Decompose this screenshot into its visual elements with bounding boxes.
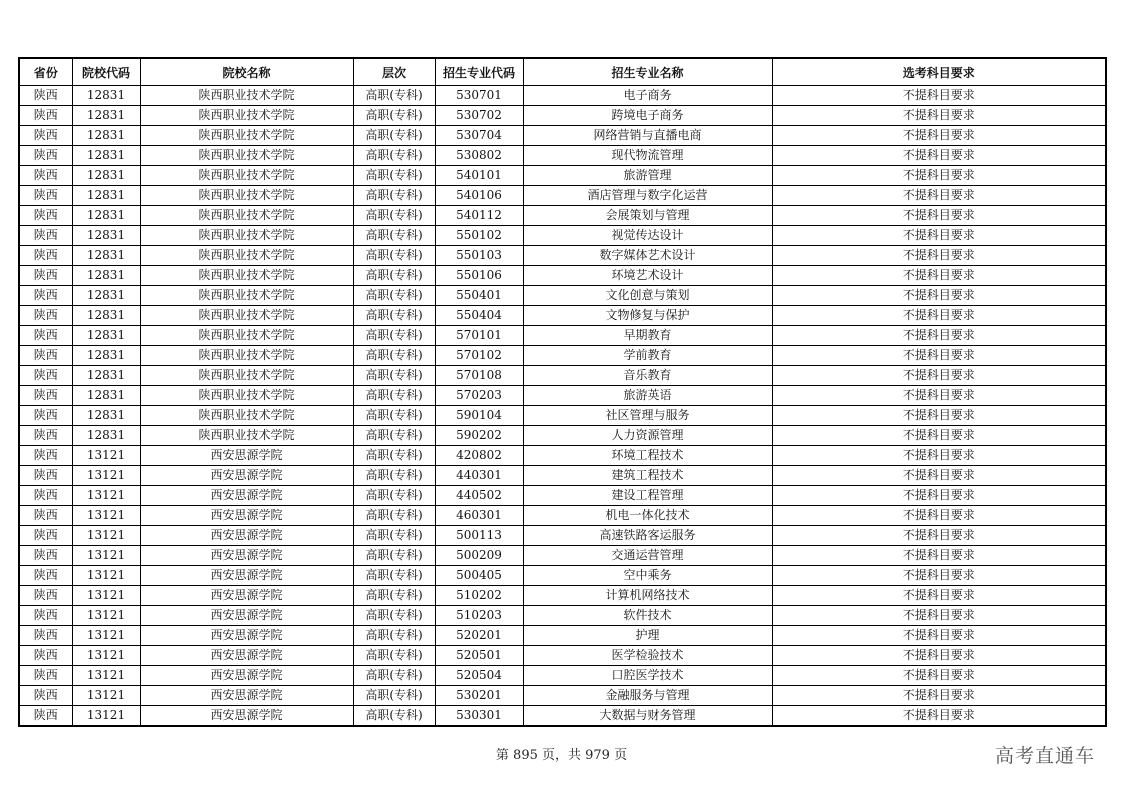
cell-province: 陕西 bbox=[19, 306, 72, 326]
table-row bbox=[19, 446, 1106, 466]
table-row bbox=[19, 566, 1106, 586]
cell-level: 高职(专科) bbox=[353, 446, 435, 466]
cell-province: 陕西 bbox=[19, 406, 72, 426]
cell-school-name: 西安思源学院 bbox=[140, 486, 353, 506]
cell-province: 陕西 bbox=[19, 226, 72, 246]
cell-level: 高职(专科) bbox=[353, 626, 435, 646]
table-row bbox=[19, 126, 1106, 146]
cell-major-code: 550404 bbox=[435, 306, 523, 326]
cell-subject-requirement: 不提科目要求 bbox=[772, 406, 1106, 426]
cell-major-name: 音乐教育 bbox=[523, 366, 772, 386]
cell-province: 陕西 bbox=[19, 666, 72, 686]
table-row bbox=[19, 326, 1106, 346]
cell-major-code: 460301 bbox=[435, 506, 523, 526]
cell-subject-requirement: 不提科目要求 bbox=[772, 706, 1106, 727]
cell-school-code: 12831 bbox=[72, 226, 140, 246]
table-row bbox=[19, 146, 1106, 166]
cell-subject-requirement: 不提科目要求 bbox=[772, 106, 1106, 126]
cell-subject-requirement: 不提科目要求 bbox=[772, 306, 1106, 326]
cell-major-code: 500209 bbox=[435, 546, 523, 566]
cell-province: 陕西 bbox=[19, 446, 72, 466]
cell-major-code: 440301 bbox=[435, 466, 523, 486]
cell-subject-requirement: 不提科目要求 bbox=[772, 206, 1106, 226]
cell-school-code: 13121 bbox=[72, 466, 140, 486]
cell-school-name: 陕西职业技术学院 bbox=[140, 406, 353, 426]
table-row bbox=[19, 626, 1106, 646]
cell-subject-requirement: 不提科目要求 bbox=[772, 586, 1106, 606]
cell-level: 高职(专科) bbox=[353, 126, 435, 146]
cell-level: 高职(专科) bbox=[353, 206, 435, 226]
cell-level: 高职(专科) bbox=[353, 106, 435, 126]
cell-province: 陕西 bbox=[19, 86, 72, 106]
cell-province: 陕西 bbox=[19, 426, 72, 446]
cell-school-name: 陕西职业技术学院 bbox=[140, 246, 353, 266]
table-row bbox=[19, 266, 1106, 286]
cell-province: 陕西 bbox=[19, 246, 72, 266]
table-row bbox=[19, 506, 1106, 526]
cell-school-name: 陕西职业技术学院 bbox=[140, 326, 353, 346]
cell-level: 高职(专科) bbox=[353, 686, 435, 706]
cell-major-name: 数字媒体艺术设计 bbox=[523, 246, 772, 266]
cell-major-name: 软件技术 bbox=[523, 606, 772, 626]
cell-school-code: 13121 bbox=[72, 626, 140, 646]
cell-major-code: 550106 bbox=[435, 266, 523, 286]
table-row bbox=[19, 486, 1106, 506]
cell-school-code: 12831 bbox=[72, 106, 140, 126]
cell-major-code: 570101 bbox=[435, 326, 523, 346]
cell-major-name: 酒店管理与数字化运营 bbox=[523, 186, 772, 206]
table-body bbox=[19, 86, 1106, 727]
cell-major-code: 530702 bbox=[435, 106, 523, 126]
table-row bbox=[19, 166, 1106, 186]
cell-subject-requirement: 不提科目要求 bbox=[772, 446, 1106, 466]
table-header-row bbox=[19, 58, 1106, 86]
cell-subject-requirement: 不提科目要求 bbox=[772, 546, 1106, 566]
table-row bbox=[19, 706, 1106, 727]
cell-school-name: 西安思源学院 bbox=[140, 646, 353, 666]
cell-major-name: 人力资源管理 bbox=[523, 426, 772, 446]
cell-school-name: 西安思源学院 bbox=[140, 446, 353, 466]
cell-school-code: 13121 bbox=[72, 586, 140, 606]
cell-level: 高职(专科) bbox=[353, 606, 435, 626]
cell-school-code: 13121 bbox=[72, 546, 140, 566]
cell-major-code: 570203 bbox=[435, 386, 523, 406]
cell-major-name: 环境艺术设计 bbox=[523, 266, 772, 286]
cell-major-name: 建筑工程技术 bbox=[523, 466, 772, 486]
cell-level: 高职(专科) bbox=[353, 186, 435, 206]
cell-school-code: 12831 bbox=[72, 326, 140, 346]
cell-school-code: 12831 bbox=[72, 306, 140, 326]
cell-school-code: 12831 bbox=[72, 386, 140, 406]
cell-major-name: 交通运营管理 bbox=[523, 546, 772, 566]
cell-subject-requirement: 不提科目要求 bbox=[772, 346, 1106, 366]
cell-province: 陕西 bbox=[19, 686, 72, 706]
cell-level: 高职(专科) bbox=[353, 346, 435, 366]
cell-level: 高职(专科) bbox=[353, 706, 435, 727]
table-row bbox=[19, 346, 1106, 366]
cell-school-name: 陕西职业技术学院 bbox=[140, 166, 353, 186]
cell-school-code: 13121 bbox=[72, 666, 140, 686]
cell-school-name: 西安思源学院 bbox=[140, 466, 353, 486]
cell-level: 高职(专科) bbox=[353, 226, 435, 246]
table-row bbox=[19, 646, 1106, 666]
cell-province: 陕西 bbox=[19, 206, 72, 226]
cell-school-name: 西安思源学院 bbox=[140, 606, 353, 626]
watermark-logo: 高考直通车 bbox=[994, 745, 1095, 767]
cell-province: 陕西 bbox=[19, 346, 72, 366]
cell-school-code: 13121 bbox=[72, 446, 140, 466]
cell-school-code: 12831 bbox=[72, 246, 140, 266]
cell-school-code: 12831 bbox=[72, 426, 140, 446]
cell-subject-requirement: 不提科目要求 bbox=[772, 366, 1106, 386]
cell-school-code: 12831 bbox=[72, 346, 140, 366]
cell-subject-requirement: 不提科目要求 bbox=[772, 226, 1106, 246]
cell-subject-requirement: 不提科目要求 bbox=[772, 146, 1106, 166]
cell-subject-requirement: 不提科目要求 bbox=[772, 286, 1106, 306]
cell-major-code: 550102 bbox=[435, 226, 523, 246]
cell-school-name: 西安思源学院 bbox=[140, 666, 353, 686]
cell-school-code: 13121 bbox=[72, 506, 140, 526]
table-row bbox=[19, 306, 1106, 326]
cell-major-code: 530201 bbox=[435, 686, 523, 706]
cell-major-code: 540112 bbox=[435, 206, 523, 226]
cell-school-code: 12831 bbox=[72, 406, 140, 426]
cell-school-name: 陕西职业技术学院 bbox=[140, 126, 353, 146]
table-row bbox=[19, 186, 1106, 206]
cell-school-name: 陕西职业技术学院 bbox=[140, 86, 353, 106]
cell-major-code: 520501 bbox=[435, 646, 523, 666]
cell-level: 高职(专科) bbox=[353, 146, 435, 166]
cell-province: 陕西 bbox=[19, 106, 72, 126]
cell-school-name: 陕西职业技术学院 bbox=[140, 206, 353, 226]
cell-level: 高职(专科) bbox=[353, 86, 435, 106]
cell-level: 高职(专科) bbox=[353, 566, 435, 586]
cell-subject-requirement: 不提科目要求 bbox=[772, 266, 1106, 286]
cell-major-code: 590202 bbox=[435, 426, 523, 446]
cell-school-code: 12831 bbox=[72, 366, 140, 386]
cell-level: 高职(专科) bbox=[353, 506, 435, 526]
cell-school-name: 西安思源学院 bbox=[140, 626, 353, 646]
cell-school-name: 西安思源学院 bbox=[140, 686, 353, 706]
cell-major-name: 医学检验技术 bbox=[523, 646, 772, 666]
cell-school-code: 12831 bbox=[72, 126, 140, 146]
cell-major-name: 跨境电子商务 bbox=[523, 106, 772, 126]
cell-major-name: 口腔医学技术 bbox=[523, 666, 772, 686]
cell-subject-requirement: 不提科目要求 bbox=[772, 126, 1106, 146]
cell-school-code: 13121 bbox=[72, 686, 140, 706]
cell-subject-requirement: 不提科目要求 bbox=[772, 646, 1106, 666]
cell-major-name: 社区管理与服务 bbox=[523, 406, 772, 426]
cell-major-code: 530704 bbox=[435, 126, 523, 146]
page-number: 第 895 页，共 979 页 bbox=[495, 748, 628, 763]
cell-major-name: 旅游英语 bbox=[523, 386, 772, 406]
cell-subject-requirement: 不提科目要求 bbox=[772, 566, 1106, 586]
cell-province: 陕西 bbox=[19, 586, 72, 606]
cell-school-code: 13121 bbox=[72, 706, 140, 727]
cell-major-code: 510203 bbox=[435, 606, 523, 626]
cell-major-name: 文物修复与保护 bbox=[523, 306, 772, 326]
cell-level: 高职(专科) bbox=[353, 166, 435, 186]
cell-major-name: 护理 bbox=[523, 626, 772, 646]
cell-province: 陕西 bbox=[19, 626, 72, 646]
table-row bbox=[19, 666, 1106, 686]
cell-major-code: 530701 bbox=[435, 86, 523, 106]
cell-school-name: 西安思源学院 bbox=[140, 586, 353, 606]
table-row bbox=[19, 546, 1106, 566]
cell-school-name: 陕西职业技术学院 bbox=[140, 426, 353, 446]
table-row bbox=[19, 386, 1106, 406]
cell-major-code: 530301 bbox=[435, 706, 523, 727]
cell-school-code: 12831 bbox=[72, 146, 140, 166]
cell-province: 陕西 bbox=[19, 146, 72, 166]
cell-major-name: 计算机网络技术 bbox=[523, 586, 772, 606]
cell-level: 高职(专科) bbox=[353, 486, 435, 506]
cell-major-name: 旅游管理 bbox=[523, 166, 772, 186]
table-row bbox=[19, 106, 1106, 126]
cell-province: 陕西 bbox=[19, 366, 72, 386]
table-row bbox=[19, 426, 1106, 446]
cell-level: 高职(专科) bbox=[353, 586, 435, 606]
cell-major-name: 环境工程技术 bbox=[523, 446, 772, 466]
cell-subject-requirement: 不提科目要求 bbox=[772, 186, 1106, 206]
cell-school-name: 西安思源学院 bbox=[140, 566, 353, 586]
cell-major-code: 420802 bbox=[435, 446, 523, 466]
header-subject-requirement: 选考科目要求 bbox=[772, 58, 1106, 86]
cell-province: 陕西 bbox=[19, 326, 72, 346]
table-row bbox=[19, 86, 1106, 106]
cell-subject-requirement: 不提科目要求 bbox=[772, 486, 1106, 506]
cell-subject-requirement: 不提科目要求 bbox=[772, 246, 1106, 266]
cell-province: 陕西 bbox=[19, 466, 72, 486]
table-row bbox=[19, 406, 1106, 426]
cell-level: 高职(专科) bbox=[353, 326, 435, 346]
cell-level: 高职(专科) bbox=[353, 526, 435, 546]
cell-school-name: 陕西职业技术学院 bbox=[140, 366, 353, 386]
cell-major-name: 金融服务与管理 bbox=[523, 686, 772, 706]
cell-major-code: 520504 bbox=[435, 666, 523, 686]
cell-school-name: 陕西职业技术学院 bbox=[140, 346, 353, 366]
cell-school-name: 陕西职业技术学院 bbox=[140, 266, 353, 286]
cell-major-code: 550103 bbox=[435, 246, 523, 266]
cell-province: 陕西 bbox=[19, 266, 72, 286]
cell-major-code: 540101 bbox=[435, 166, 523, 186]
header-level: 层次 bbox=[353, 58, 435, 86]
header-major-name: 招生专业名称 bbox=[523, 58, 772, 86]
cell-province: 陕西 bbox=[19, 546, 72, 566]
cell-subject-requirement: 不提科目要求 bbox=[772, 426, 1106, 446]
cell-subject-requirement: 不提科目要求 bbox=[772, 606, 1106, 626]
table-row bbox=[19, 286, 1106, 306]
cell-province: 陕西 bbox=[19, 186, 72, 206]
cell-major-name: 建设工程管理 bbox=[523, 486, 772, 506]
cell-school-code: 13121 bbox=[72, 526, 140, 546]
cell-level: 高职(专科) bbox=[353, 286, 435, 306]
cell-school-code: 13121 bbox=[72, 646, 140, 666]
header-major-code: 招生专业代码 bbox=[435, 58, 523, 86]
cell-major-code: 550401 bbox=[435, 286, 523, 306]
cell-major-name: 机电一体化技术 bbox=[523, 506, 772, 526]
table-row bbox=[19, 606, 1106, 626]
cell-province: 陕西 bbox=[19, 566, 72, 586]
cell-school-code: 12831 bbox=[72, 266, 140, 286]
cell-major-name: 早期教育 bbox=[523, 326, 772, 346]
cell-major-name: 文化创意与策划 bbox=[523, 286, 772, 306]
cell-level: 高职(专科) bbox=[353, 306, 435, 326]
cell-subject-requirement: 不提科目要求 bbox=[772, 86, 1106, 106]
cell-subject-requirement: 不提科目要求 bbox=[772, 466, 1106, 486]
cell-province: 陕西 bbox=[19, 486, 72, 506]
cell-level: 高职(专科) bbox=[353, 366, 435, 386]
header-province: 省份 bbox=[19, 58, 72, 86]
cell-province: 陕西 bbox=[19, 606, 72, 626]
cell-province: 陕西 bbox=[19, 386, 72, 406]
cell-major-code: 530802 bbox=[435, 146, 523, 166]
cell-level: 高职(专科) bbox=[353, 426, 435, 446]
cell-major-name: 大数据与财务管理 bbox=[523, 706, 772, 727]
cell-school-name: 西安思源学院 bbox=[140, 706, 353, 727]
cell-school-code: 13121 bbox=[72, 606, 140, 626]
cell-school-code: 13121 bbox=[72, 486, 140, 506]
cell-subject-requirement: 不提科目要求 bbox=[772, 166, 1106, 186]
table-row bbox=[19, 246, 1106, 266]
cell-school-code: 12831 bbox=[72, 286, 140, 306]
cell-major-code: 540106 bbox=[435, 186, 523, 206]
cell-subject-requirement: 不提科目要求 bbox=[772, 326, 1106, 346]
cell-level: 高职(专科) bbox=[353, 666, 435, 686]
cell-province: 陕西 bbox=[19, 526, 72, 546]
table-row bbox=[19, 686, 1106, 706]
cell-subject-requirement: 不提科目要求 bbox=[772, 506, 1106, 526]
cell-subject-requirement: 不提科目要求 bbox=[772, 666, 1106, 686]
table-row bbox=[19, 466, 1106, 486]
cell-school-code: 12831 bbox=[72, 186, 140, 206]
cell-major-code: 570108 bbox=[435, 366, 523, 386]
cell-province: 陕西 bbox=[19, 286, 72, 306]
cell-subject-requirement: 不提科目要求 bbox=[772, 526, 1106, 546]
cell-level: 高职(专科) bbox=[353, 546, 435, 566]
table-row bbox=[19, 526, 1106, 546]
cell-province: 陕西 bbox=[19, 646, 72, 666]
cell-major-code: 520201 bbox=[435, 626, 523, 646]
cell-level: 高职(专科) bbox=[353, 246, 435, 266]
cell-level: 高职(专科) bbox=[353, 406, 435, 426]
cell-school-code: 12831 bbox=[72, 166, 140, 186]
cell-school-name: 西安思源学院 bbox=[140, 526, 353, 546]
cell-major-code: 590104 bbox=[435, 406, 523, 426]
cell-school-name: 陕西职业技术学院 bbox=[140, 306, 353, 326]
admission-table bbox=[18, 57, 1107, 727]
cell-school-name: 陕西职业技术学院 bbox=[140, 226, 353, 246]
cell-school-name: 陕西职业技术学院 bbox=[140, 186, 353, 206]
cell-major-code: 440502 bbox=[435, 486, 523, 506]
cell-province: 陕西 bbox=[19, 706, 72, 727]
cell-subject-requirement: 不提科目要求 bbox=[772, 686, 1106, 706]
cell-major-code: 570102 bbox=[435, 346, 523, 366]
cell-major-name: 网络营销与直播电商 bbox=[523, 126, 772, 146]
cell-major-name: 现代物流管理 bbox=[523, 146, 772, 166]
cell-school-name: 西安思源学院 bbox=[140, 546, 353, 566]
cell-school-name: 陕西职业技术学院 bbox=[140, 146, 353, 166]
cell-school-name: 西安思源学院 bbox=[140, 506, 353, 526]
table-row bbox=[19, 586, 1106, 606]
cell-major-name: 电子商务 bbox=[523, 86, 772, 106]
cell-major-name: 视觉传达设计 bbox=[523, 226, 772, 246]
cell-school-code: 12831 bbox=[72, 206, 140, 226]
cell-school-name: 陕西职业技术学院 bbox=[140, 386, 353, 406]
cell-subject-requirement: 不提科目要求 bbox=[772, 626, 1106, 646]
cell-major-name: 空中乘务 bbox=[523, 566, 772, 586]
cell-province: 陕西 bbox=[19, 126, 72, 146]
cell-level: 高职(专科) bbox=[353, 386, 435, 406]
cell-level: 高职(专科) bbox=[353, 646, 435, 666]
cell-school-code: 12831 bbox=[72, 86, 140, 106]
cell-level: 高职(专科) bbox=[353, 466, 435, 486]
table-row bbox=[19, 366, 1106, 386]
cell-school-name: 陕西职业技术学院 bbox=[140, 286, 353, 306]
cell-school-code: 13121 bbox=[72, 566, 140, 586]
cell-major-name: 高速铁路客运服务 bbox=[523, 526, 772, 546]
cell-major-code: 510202 bbox=[435, 586, 523, 606]
cell-province: 陕西 bbox=[19, 506, 72, 526]
cell-province: 陕西 bbox=[19, 166, 72, 186]
table-row bbox=[19, 226, 1106, 246]
cell-level: 高职(专科) bbox=[353, 266, 435, 286]
cell-major-name: 学前教育 bbox=[523, 346, 772, 366]
header-school-name: 院校名称 bbox=[140, 58, 353, 86]
cell-school-name: 陕西职业技术学院 bbox=[140, 106, 353, 126]
cell-major-code: 500113 bbox=[435, 526, 523, 546]
cell-major-code: 500405 bbox=[435, 566, 523, 586]
table-row bbox=[19, 206, 1106, 226]
cell-subject-requirement: 不提科目要求 bbox=[772, 386, 1106, 406]
header-school-code: 院校代码 bbox=[72, 58, 140, 86]
cell-major-name: 会展策划与管理 bbox=[523, 206, 772, 226]
